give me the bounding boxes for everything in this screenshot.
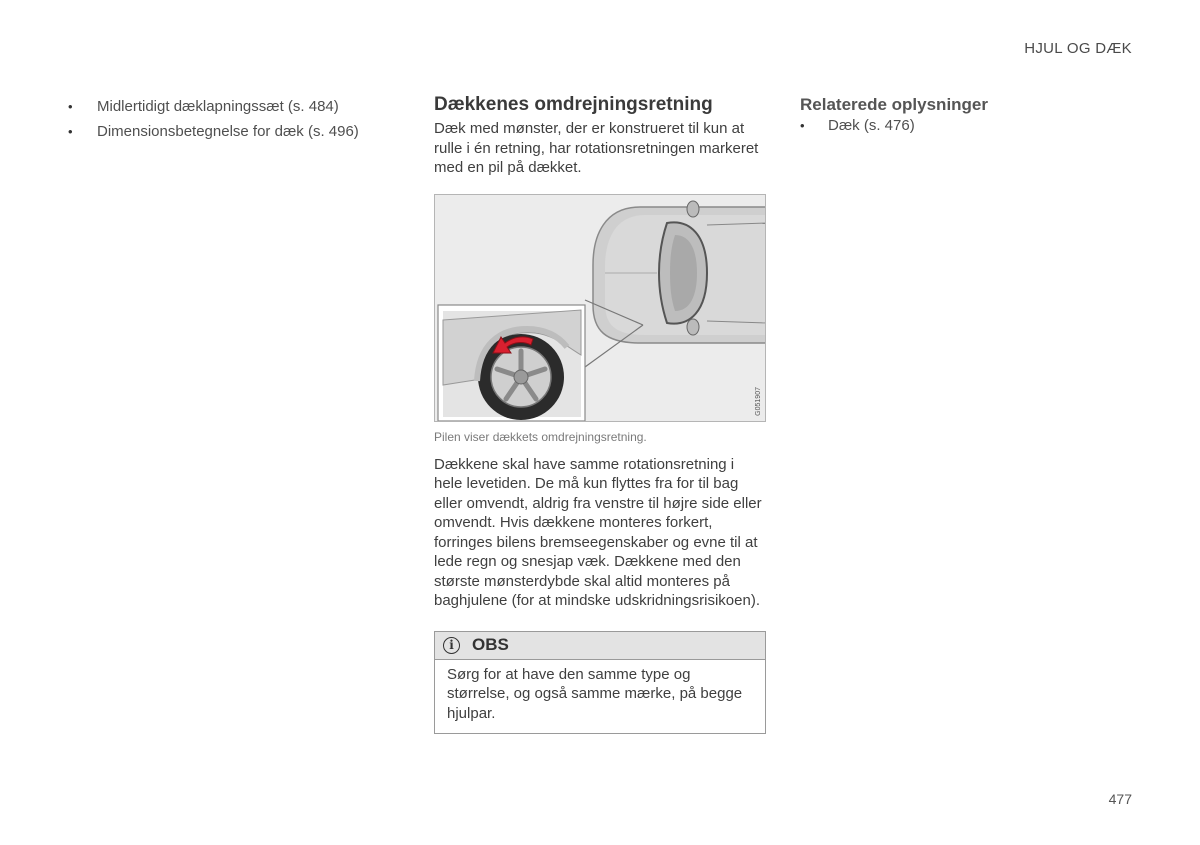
info-icon: i [443,637,460,654]
bullet-icon: • [68,99,73,114]
note-title: OBS [472,635,509,654]
car-top-view-drawing [435,195,766,422]
list-item-label: Dæk (s. 476) [828,117,915,134]
main-column [434,94,766,734]
bullet-icon: • [800,118,805,133]
section-title: HJUL OG DÆK [1024,40,1132,57]
tire-rotation-illustration [434,194,766,422]
note-box [434,631,766,735]
list-item-label: Midlertidigt dæklapningssæt (s. 484) [97,98,339,115]
section-heading: Dækkenes omdrejningsretning [434,94,713,115]
list-item-label: Dimensionsbetegnelse for dæk (s. 496) [97,123,359,140]
related-info-column [800,94,1060,136]
cross-reference-list [68,94,388,144]
body-paragraph: Dækkene skal have samme rotationsretning i hele levetiden. De må kun flyttes fra for til bag eller omvendt, aldrig fra venstre til højre side eller omvendt. Hvis dækkene monteres forkert, forringes bilens bremseegenskaber og evne til at lede regn og snesjap væk. Dækkene med den største mønsterdybde skal altid monteres på baghjulene (for at mindske udskridningsrisikoen). [434,455,762,609]
figure-code: G051907 [755,386,762,416]
related-info-heading: Relaterede oplysninger [800,95,989,114]
bullet-icon: • [68,124,73,139]
list-item[interactable] [800,116,1060,136]
intro-paragraph: Dæk med mønster, der er konstrueret til kun at rulle i én retning, har rotationsretningen markeret med en pil på dækket. [434,120,759,176]
related-info-list [800,116,1060,136]
list-item[interactable] [68,119,388,144]
note-text: Sørg for at have den samme type og størrelse, og også samme mærke, på begge hjulpar. [447,665,743,722]
list-item[interactable] [68,94,388,119]
note-header [435,632,765,660]
left-column [68,94,388,144]
figure-caption: Pilen viser dækkets omdrejningsretning. [434,429,647,444]
page-number: 477 [1108,791,1132,807]
